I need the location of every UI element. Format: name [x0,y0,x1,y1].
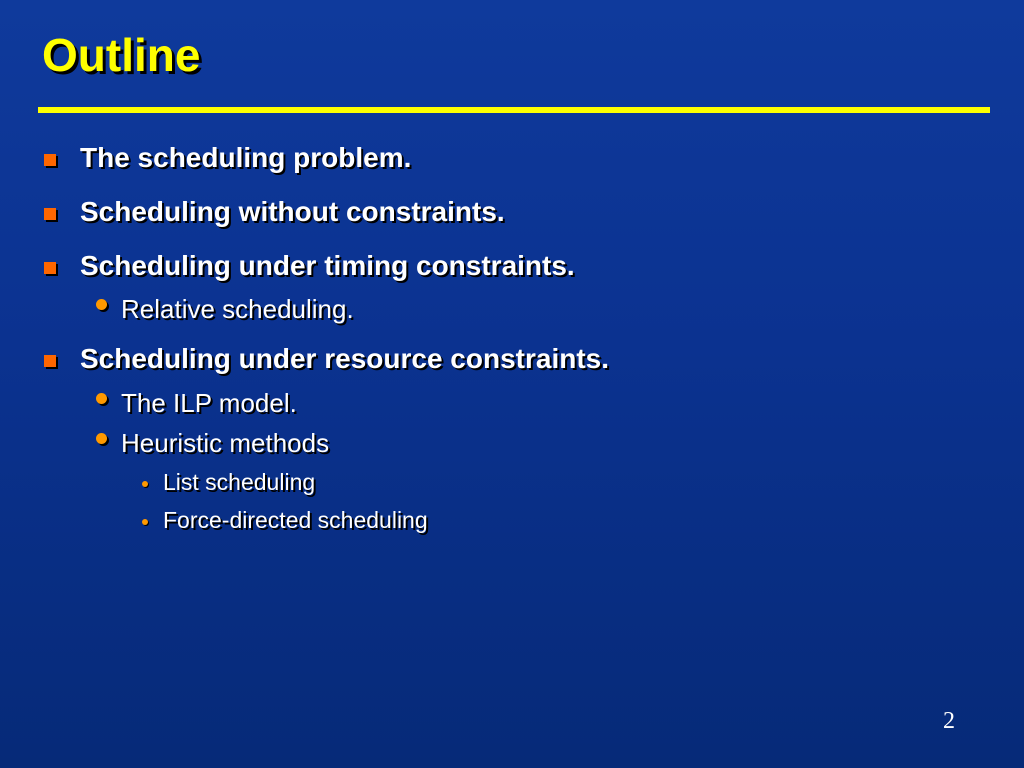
outline-item-timing-constraints: Scheduling under timing constraints. [80,250,575,281]
square-bullet-icon [44,262,56,274]
square-bullet-icon [44,355,56,367]
small-dot-bullet-icon [142,519,148,525]
slide-title: Outline [42,29,201,81]
outline-subitem-relative-scheduling: Relative scheduling. [121,294,354,324]
outline-item-without-constraints: Scheduling without constraints. [80,196,505,227]
outline-subitem-ilp-model: The ILP model. [121,388,297,418]
outline-subitem-heuristic-methods: Heuristic methods [121,428,330,458]
round-bullet-icon [96,433,107,444]
page-number: 2 [943,708,955,734]
outline-item-resource-constraints: Scheduling under resource constraints. [80,343,610,374]
outline-item-scheduling-problem: The scheduling problem. [80,142,412,173]
outline-subsubitem-list-scheduling: List scheduling [163,469,316,495]
small-dot-bullet-icon [142,481,148,487]
square-bullet-icon [44,208,56,220]
square-bullet-icon [44,154,56,166]
round-bullet-icon [96,299,107,310]
round-bullet-icon [96,393,107,404]
outline-subsubitem-force-directed: Force-directed scheduling [163,507,428,533]
